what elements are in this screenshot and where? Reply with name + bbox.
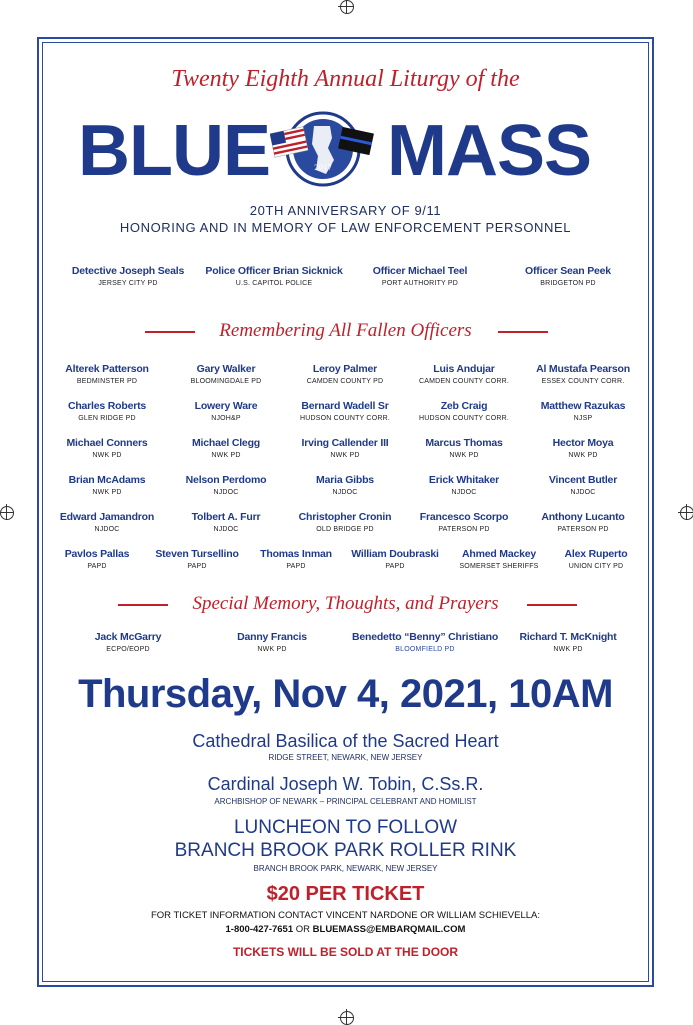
honoree-4: Officer Sean Peek BRIDGETON PD <box>525 265 611 287</box>
fallen-officer: Nelson Perdomo NJDOC <box>185 474 267 496</box>
fallen-officer: Alex Ruperto UNION CITY PD <box>564 548 628 570</box>
fallen-officer: Hector Moya NWK PD <box>552 437 614 459</box>
blue-mass-logo <box>42 108 649 194</box>
fallen-officer: Marcus Thomas NWK PD <box>425 437 503 459</box>
fallen-officer: Thomas Inman PAPD <box>260 548 332 570</box>
special-rule-right <box>527 604 577 606</box>
registration-mark-left <box>0 506 14 520</box>
honoree-3: Officer Michael Teel PORT AUTHORITY PD <box>372 265 468 287</box>
anniversary-line: 20TH ANNIVERSARY OF 9/11 <box>249 203 442 218</box>
luncheon-line-1: LUNCHEON TO FOLLOW <box>233 817 458 838</box>
ticket-price: $20 PER TICKET <box>266 883 425 905</box>
email-link[interactable]: BLUEMASS@EMBARQMAIL.COM <box>312 924 466 935</box>
fallen-officer: Maria Gibbs NJDOC <box>316 474 374 496</box>
fallen-officer: Anthony Lucanto PATERSON PD <box>541 511 625 533</box>
fallen-officer: Steven Tursellino PAPD <box>155 548 239 570</box>
fallen-officer: Michael Clegg NWK PD <box>192 437 260 459</box>
fallen-officer: Lowery Ware NJOH&P <box>194 400 258 422</box>
annual-liturgy-title: Twenty Eighth Annual Liturgy of the <box>171 66 520 92</box>
luncheon-address: BRANCH BROOK PARK, NEWARK, NEW JERSEY <box>253 864 438 873</box>
special-person: Danny Francis NWK PD <box>237 631 307 653</box>
honoring-line: HONORING AND IN MEMORY OF LAW ENFORCEMENT PERSONNEL <box>119 220 572 235</box>
special-memory-heading: Special Memory, Thoughts, and Prayers <box>192 593 499 614</box>
fallen-officer: Pavlos Pallas PAPD <box>64 548 130 570</box>
special-person: Jack McGarry ECPO/EOPD <box>94 631 162 653</box>
remembering-rule-right <box>498 331 548 333</box>
fallen-officer: Edward Jamandron NJDOC <box>59 511 155 533</box>
fallen-officer: Al Mustafa Pearson ESSEX COUNTY CORR. <box>536 363 630 385</box>
remembering-heading: Remembering All Fallen Officers <box>219 320 472 341</box>
fallen-officer: Ahmed Mackey SOMERSET SHERIFFS <box>459 548 539 570</box>
special-person: Benedetto “Benny” Christiano BLOOMFIELD PD <box>351 631 499 653</box>
phone-number[interactable]: 1-800-427-7651 <box>225 924 294 935</box>
fallen-officer: Gary Walker BLOOMINGDALE PD <box>190 363 262 385</box>
special-person: Richard T. McKnight NWK PD <box>519 631 617 653</box>
ticket-contact: FOR TICKET INFORMATION CONTACT VINCENT NARDONE OR WILLIAM SCHIEVELLA: <box>150 910 541 921</box>
fallen-officer: Francesco Scorpo PATERSON PD <box>419 511 509 533</box>
door-sales-note: TICKETS WILL BE SOLD AT THE DOOR <box>232 945 459 959</box>
fallen-officer: Bernard Wadell Sr HUDSON COUNTY CORR. <box>299 400 390 422</box>
blue-mass-badge-icon <box>270 108 376 190</box>
blue-word: BLUE <box>78 111 270 191</box>
event-date: Thursday, Nov 4, 2021, 10AM <box>78 672 613 716</box>
fallen-officer: Charles Roberts GLEN RIDGE PD <box>67 400 147 422</box>
badge-year: 2017 <box>314 164 332 172</box>
fallen-officer: Vincent Butler NJDOC <box>548 474 618 496</box>
luncheon-line-2: BRANCH BROOK PARK ROLLER RINK <box>174 840 517 861</box>
honoree-1: Detective Joseph Seals JERSEY CITY PD <box>71 265 185 287</box>
registration-mark-right <box>680 506 693 520</box>
fallen-officer: Michael Conners NWK PD <box>66 437 148 459</box>
venue-name: Cathedral Basilica of the Sacred Heart <box>192 731 499 751</box>
fallen-officer: Leroy Palmer CAMDEN COUNTY PD <box>306 363 384 385</box>
fallen-officer: Erick Whitaker NJDOC <box>428 474 500 496</box>
honoree-2: Police Officer Brian Sicknick U.S. CAPITOL POLICE <box>205 265 343 287</box>
fallen-officer: Zeb Craig HUDSON COUNTY CORR. <box>418 400 509 422</box>
fallen-officer: Alterek Patterson BEDMINSTER PD <box>65 363 149 385</box>
fallen-officer: William Doubraski PAPD <box>351 548 439 570</box>
registration-mark-top <box>340 0 354 14</box>
mass-word: MASS <box>387 111 592 191</box>
fallen-officer: Matthew Razukas NJSP <box>540 400 626 422</box>
celebrant-role: ARCHBISHOP OF NEWARK – PRINCIPAL CELEBRANT AND HOMILIST <box>214 797 477 806</box>
fallen-officer: Christopher Cronin OLD BRIDGE PD <box>298 511 392 533</box>
fallen-officer: Irving Callender III NWK PD <box>301 437 389 459</box>
venue-address: RIDGE STREET, NEWARK, NEW JERSEY <box>268 753 423 762</box>
celebrant-name: Cardinal Joseph W. Tobin, C.Ss.R. <box>207 774 484 794</box>
registration-mark-bottom <box>340 1011 354 1025</box>
fallen-officer: Tolbert A. Furr NJDOC <box>191 511 261 533</box>
fallen-officer: Brian McAdams NWK PD <box>68 474 146 496</box>
fallen-officer: Luis Andujar CAMDEN COUNTY CORR. <box>418 363 509 385</box>
contact-line <box>42 924 649 935</box>
or-text: OR <box>295 924 311 935</box>
